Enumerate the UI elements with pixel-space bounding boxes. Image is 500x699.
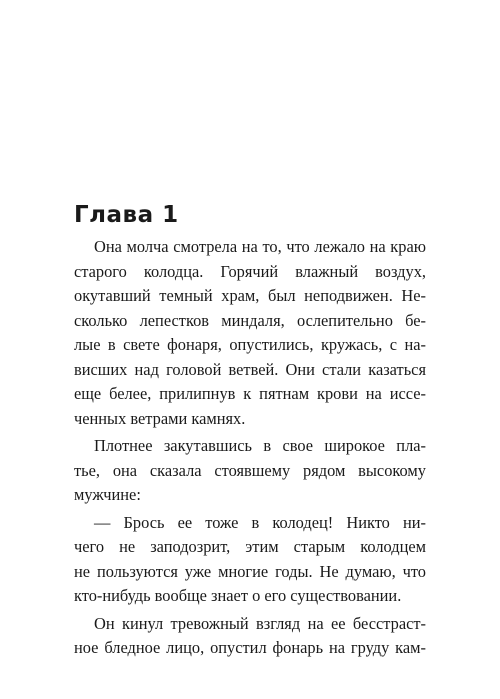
text-line: еще белее, прилипнув к пятнам крови на иссе- [74, 384, 426, 403]
text-line: старого колодца. Горячий влажный воздух, [74, 261, 426, 281]
body-text [74, 235, 426, 661]
text-line: Она молча смотрела на то, что лежало на краю [94, 237, 426, 256]
text-line: Плотнее закутавшись в свое широкое пла- [94, 436, 426, 455]
text-line: Он кинул тревожный взгляд на ее бесстраст- [94, 613, 426, 633]
text-line: ченных ветрами камнях. [74, 408, 246, 428]
text-line: сколько лепестков миндаля, ослепительно бе- [74, 310, 426, 330]
text-line: мужчине: [74, 485, 141, 504]
text-line: лые в свете фонаря, опустились, кружась, с на- [74, 335, 426, 354]
text-line: окутавший темный храм, был неподвижен. Не- [74, 286, 426, 305]
text-line: ное бледное лицо, опустил фонарь на груду кам- [74, 638, 426, 657]
text-line: — Брось ее тоже в колодец! Никто ни- [94, 512, 426, 532]
text-line: кто-нибудь вообще знает о его существовании. [74, 586, 402, 605]
text-line: висших над головой ветвей. Они стали казаться [74, 359, 426, 379]
text-line: тье, она сказала стоявшему рядом высокому [74, 460, 426, 480]
text-line: не пользуются уже многие годы. Не думаю, что [74, 561, 426, 581]
text-line: чего не заподозрит, этим старым колодцем [74, 537, 426, 556]
chapter-title: Глава 1 [74, 202, 179, 228]
